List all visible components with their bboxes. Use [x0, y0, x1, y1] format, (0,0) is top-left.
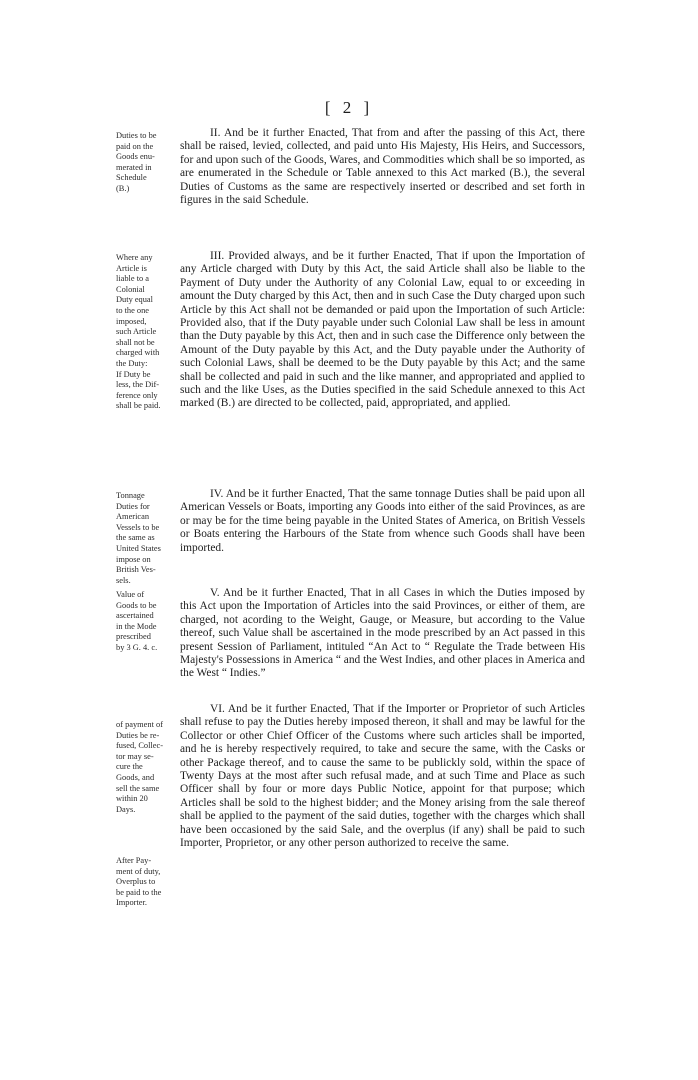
margin-note-section-6-overplus: After Pay- ment of duty, Overplus to be paid to the Importer.: [116, 856, 162, 908]
section-3-text: III. Provided always, and be it further Enacted, That if upon the Importation of any Article charged with Duty by this Act, the said Article shall also be liable to the Payment of Duty under the Authority of any Colonial Law, equal to or exceeding in amount the Duty charged by this Act, then and in such Case the Duty charged upon such Article by this Act shall not be demanded or paid upon the Importation of such Article: Provided also, that if the Duty payable under such Colonial Law shall be less in amount than the Duty payable by this Act, then and in such case the Difference only between the Amount of the Duty payable by this Act, and the Duty payable under the Authority of such Colonial Laws, shall be deemed to be the Duty payable by this Act; and the same shall be collected and paid in such and the like manner, and appropriated and applied to such and the like Uses, as the Duties specified in the said Schedule annexed to this Act marked (B.) are directed to be collected, paid, appropriated, and applied.: [180, 250, 585, 410]
section-4-text: IV. And be it further Enacted, That the same tonnage Duties shall be paid upon all American Vessels or Boats, importing any Goods into either of the said Provinces, as are or may be for the time being payable in the United States of America, on British Vessels or Boats entering the Harbours of the State from whence such Goods shall have been imported.: [180, 488, 585, 554]
section-6-text: VI. And be it further Enacted, That if the Importer or Proprietor of such Articles shall refuse to pay the Duties hereby imposed thereon, it shall and may be lawful for the Collector or other Chief Officer of the Customs where such articles shall be imported, and he is hereby respectively required, to take and secure the same, with the Casks or other Package thereof, and to cause the same to be publickly sold, within the space of Twenty Days at the most after such refusal made, and at such Time and Place as such Officer shall by four or more days Public Notice, appoint for that purpose; which Articles shall be sold to the highest bidder; and the Money arising from the sale thereof shall be applied to the payment of the said duties, together with the charges which shall have been occasioned by the said Sale, and the overplus (if any) shall be paid to such Importer, Proprietor, or any other person authorized to receive the same.: [180, 703, 585, 850]
section-5-text: V. And be it further Enacted, That in all Cases in which the Duties imposed by this Act upon the Importation of Articles into the said Provinces, or either of them, are charged, not acording to the Weight, Gauge, or Measure, but according to the Value thereof, such Value shall be ascertained in the mode prescribed by an Act passed in this present Session of Parliament, intituled “An Act to “ Regulate the Trade between His Majesty's Possessions in America “ and the West Indies, and other places in America and the West “ Indies.”: [180, 587, 585, 680]
margin-note-section-2: Duties to be paid on the Goods enu- merated in Schedule (B.): [116, 131, 157, 193]
margin-note-section-6: of payment of Duties be re- fused, Collec- tor may se- cure the Goods, and sell the same within 20 Days.: [116, 720, 163, 814]
margin-note-section-4: Tonnage Duties for American Vessels to be the same as United States impose on British Ves- sels.: [116, 491, 161, 585]
margin-note-section-5: Value of Goods to be ascertained in the Mode prescribed by 3 G. 4. c.: [116, 590, 158, 652]
margin-note-section-3: Where any Article is liable to a Colonial Duty equal to the one imposed, such Article shall not be charged with the Duty: If Duty be less, the Dif- ference only shall be paid.: [116, 253, 161, 411]
page-number: [ 2 ]: [324, 98, 374, 117]
section-2-text: II. And be it further Enacted, That from and after the passing of this Act, there shall be raised, levied, collected, and paid unto His Majesty, His Heirs, and Successors, for and upon such of the Goods, Wares, and Commodities which shall be so imported, as are enumerated in the Schedule or Table annexed to this Act marked (B.), the several Duties of Customs as the same are respectively inserted or described and set forth in figures in the said Schedule.: [180, 127, 585, 207]
